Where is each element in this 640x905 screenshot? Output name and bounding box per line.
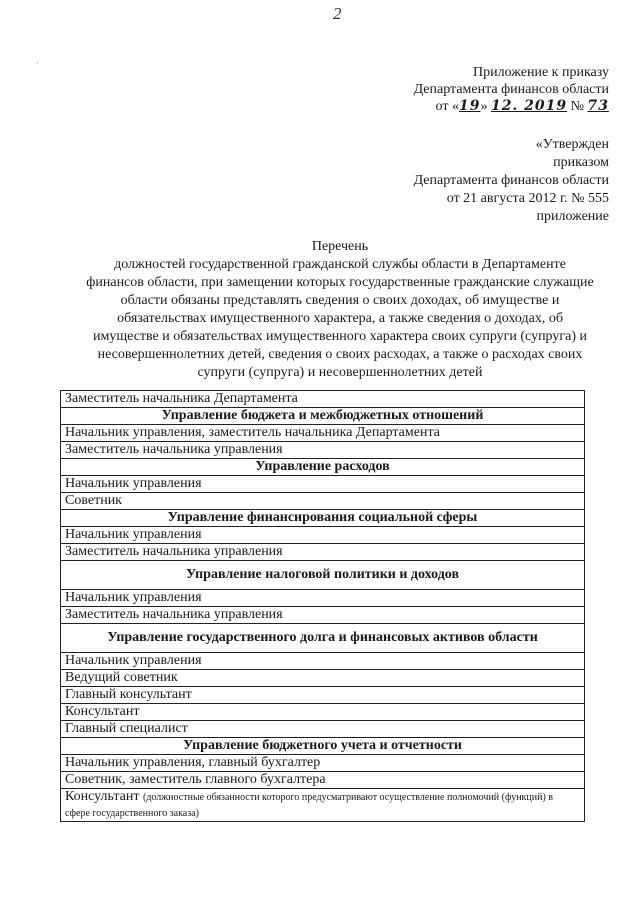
table-row	[61, 459, 585, 476]
position-title: Консультант	[65, 789, 140, 804]
table-row	[61, 738, 585, 755]
approved-line-3: Департамента финансов области	[413, 173, 609, 188]
table-row	[61, 493, 585, 510]
approved-line-4: от 21 августа 2012 г. № 555	[446, 191, 609, 206]
handwritten-day: 19	[458, 98, 481, 114]
table-row	[61, 687, 585, 704]
position-cell: Начальник управления	[61, 590, 585, 607]
heading-line-1: должностей государственной гражданской службы области в Департаменте	[114, 257, 566, 272]
table-row	[61, 544, 585, 561]
handwritten-number: 73	[587, 98, 609, 114]
position-cell: Заместитель начальника управления	[61, 544, 585, 561]
table-row	[61, 510, 585, 527]
position-cell: Советник	[61, 493, 585, 510]
position-cell-with-note	[61, 789, 585, 822]
position-cell: Консультант	[61, 704, 585, 721]
date-mid: »	[480, 99, 488, 114]
table-row	[61, 721, 585, 738]
section-header-cell: Управление расходов	[61, 459, 585, 476]
table-row	[61, 408, 585, 425]
approved-line-5: приложение	[536, 209, 609, 224]
position-cell: Главный специалист	[61, 721, 585, 738]
table-row	[61, 624, 585, 653]
heading-line-4: обязательствах имущественного характера, а также сведения о доходах, об	[117, 311, 563, 326]
section-header-cell: Управление финансирования социальной сферы	[61, 510, 585, 527]
table-row	[61, 607, 585, 624]
appendix-date-line	[414, 98, 609, 115]
table-row	[61, 476, 585, 493]
position-cell: Заместитель начальника управления	[61, 607, 585, 624]
position-cell: Начальник управления, главный бухгалтер	[61, 755, 585, 772]
document-heading	[40, 238, 640, 382]
heading-line-5: имуществе и обязательствах имущественного характера своих супруги (супруга) и	[93, 329, 587, 344]
scan-mark: ·	[36, 58, 39, 68]
table-row	[61, 772, 585, 789]
table-row	[61, 527, 585, 544]
table-row	[61, 755, 585, 772]
position-cell: Ведущий советник	[61, 670, 585, 687]
date-prefix: от «	[435, 99, 459, 114]
handwritten-month-year: 12. 2019	[490, 98, 568, 114]
approval-stamp-text	[414, 136, 609, 226]
heading-title: Перечень	[311, 239, 369, 254]
position-note: (должностные обязанности которого предусматривают осуществление полномочий (функций) в сфере государственного заказа)	[65, 792, 554, 819]
position-cell: Главный консультант	[61, 687, 585, 704]
position-cell: Начальник управления	[61, 527, 585, 544]
position-cell: Советник, заместитель главного бухгалтера	[61, 772, 585, 789]
position-cell: Заместитель начальника управления	[61, 442, 585, 459]
section-header-cell: Управление бюджета и межбюджетных отношений	[61, 408, 585, 425]
section-header-cell: Управление налоговой политики и доходов	[61, 561, 585, 590]
table-row	[61, 653, 585, 670]
appendix-line-2: Департамента финансов области	[413, 82, 609, 97]
heading-line-7: супруги (супруга) и несовершеннолетних детей	[197, 365, 483, 380]
table-row	[61, 789, 585, 822]
page-number: 2	[333, 4, 342, 23]
table-row	[61, 704, 585, 721]
heading-line-3: области обязаны представлять сведения о своих доходах, об имуществе и	[120, 293, 560, 308]
number-prefix: №	[570, 99, 585, 114]
heading-line-2: финансов области, при замещении которых государственные гражданские служащие	[86, 275, 594, 290]
table-row	[61, 425, 585, 442]
position-cell: Начальник управления	[61, 653, 585, 670]
table-row	[61, 670, 585, 687]
section-header-cell: Управление государственного долга и финансовых активов области	[61, 624, 585, 653]
position-cell: Заместитель начальника Департамента	[61, 391, 585, 408]
table-row	[61, 561, 585, 590]
position-cell: Начальник управления	[61, 476, 585, 493]
table-row	[61, 590, 585, 607]
appendix-line-1: Приложение к приказу	[473, 65, 609, 80]
table-row	[61, 442, 585, 459]
appendix-header	[414, 64, 609, 115]
approved-line-2: приказом	[553, 155, 609, 170]
section-header-cell: Управление бюджетного учета и отчетности	[61, 738, 585, 755]
table-row	[61, 391, 585, 408]
heading-line-6: несовершеннолетних детей, сведения о своих расходах, а также о расходах своих	[97, 347, 583, 362]
positions-table	[60, 390, 585, 822]
position-cell: Начальник управления, заместитель начальника Департамента	[61, 425, 585, 442]
approved-line-1: «Утвержден	[535, 137, 609, 152]
